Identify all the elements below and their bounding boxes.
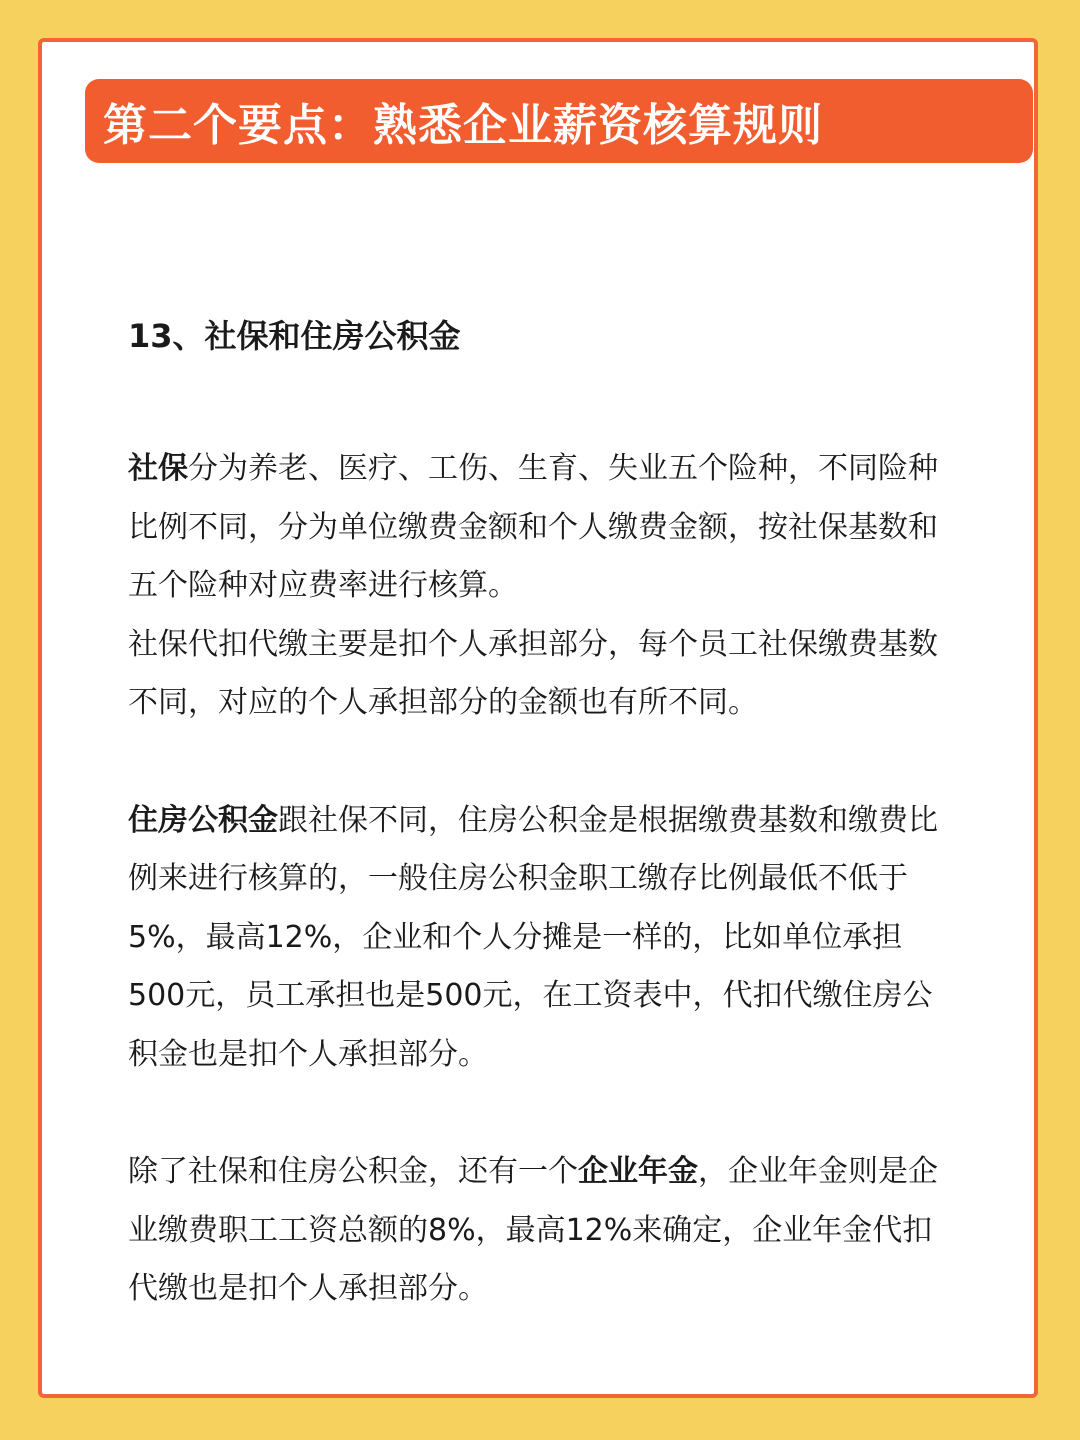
term-social-insurance: 社保 xyxy=(128,451,188,486)
content-card xyxy=(38,38,1038,1398)
social-insurance-text: 分为养老、医疗、工伤、生育、失业五个险种，不同险种比例不同，分为单位缴费金额和个人缴费金额，按社保基数和五个险种对应费率进行核算。 xyxy=(128,451,938,603)
page-title: 第二个要点：熟悉企业薪资核算规则 xyxy=(103,100,823,151)
annuity-text-before: 除了社保和住房公积金，还有一个 xyxy=(128,1154,578,1189)
article-body xyxy=(128,312,958,1319)
paragraph-social-insurance-withholding xyxy=(128,616,958,733)
section-heading: 13、社保和住房公积金 xyxy=(128,317,461,355)
annuity-text-after: ，企业年金则是企业缴费职工工资总额的8%，最高12%来确定，企业年金代扣代缴也是扣个人承担部分。 xyxy=(128,1154,938,1306)
withholding-text: 社保代扣代缴主要是扣个人承担部分，每个员工社保缴费基数不同，对应的个人承担部分的金额也有所不同。 xyxy=(128,626,938,720)
paragraph-housing-fund xyxy=(128,792,958,1085)
paragraph-spacer xyxy=(128,1084,958,1143)
term-housing-fund: 住房公积金 xyxy=(128,802,278,838)
paragraph-spacer xyxy=(128,733,958,792)
term-enterprise-annuity: 企业年金 xyxy=(578,1154,698,1189)
title-banner xyxy=(85,79,1033,163)
paragraph-social-insurance xyxy=(128,440,958,616)
housing-fund-text: 跟社保不同，住房公积金是根据缴费基数和缴费比例来进行核算的，一般住房公积金职工缴存比例最低不低于5%，最高12%，企业和个人分摊是一样的，比如单位承担500元，员工承担也是500元，在工资表中，代扣代缴住房公积金也是扣个人承担部分。 xyxy=(128,802,938,1072)
paragraph-enterprise-annuity xyxy=(128,1143,958,1319)
